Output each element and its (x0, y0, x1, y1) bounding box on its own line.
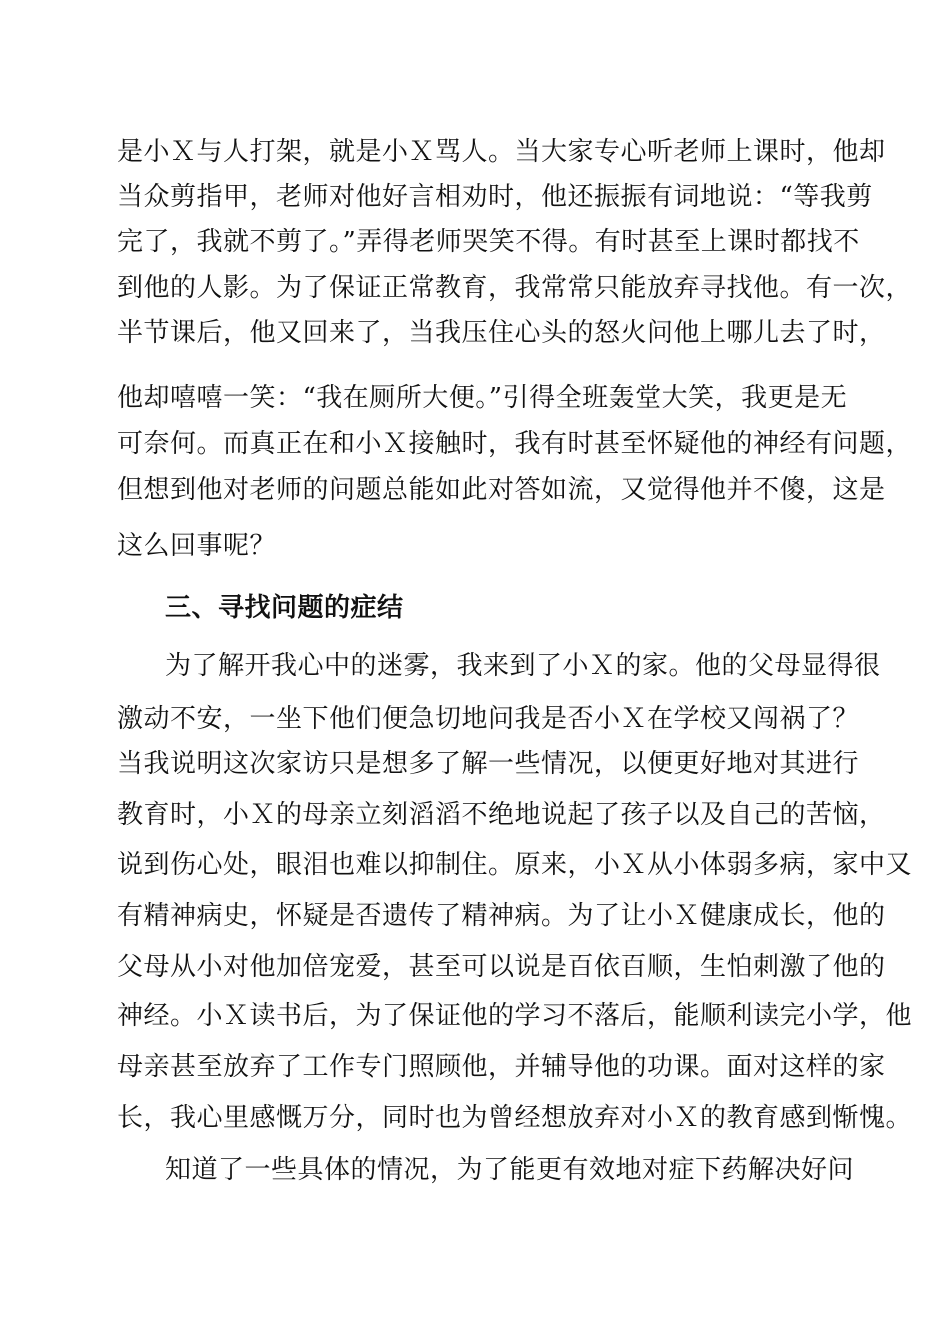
paragraph-line: 到他的人影。为了保证正常教育，我常常只能放弃寻找他。有一次， (117, 273, 913, 303)
paragraph-line: 这么回事呢？ (117, 531, 277, 561)
paragraph-line: 父母从小对他加倍宠爱，甚至可以说是百依百顺，生怕刺激了他的 (117, 952, 886, 982)
paragraph-line: 当众剪指甲，老师对他好言相劝时，他还振振有词地说：“等我剪 (117, 182, 873, 212)
paragraph-line: 母亲甚至放弃了工作专门照顾他，并辅导他的功课。面对这样的家 (117, 1052, 886, 1082)
paragraph-line: 激动不安，一坐下他们便急切地问我是否小Ｘ在学校又闯祸了？ (117, 704, 860, 734)
paragraph-line: 是小Ｘ与人打架，就是小Ｘ骂人。当大家专心听老师上课时，他却 (117, 137, 886, 167)
paragraph-line: 知道了一些具体的情况，为了能更有效地对症下药解决好问 (165, 1155, 855, 1185)
paragraph-line: 说到伤心处，眼泪也难以抑制住。原来，小Ｘ从小体弱多病，家中又 (117, 850, 913, 880)
paragraph-line: 教育时，小Ｘ的母亲立刻滔滔不绝地说起了孩子以及自己的苦恼， (117, 800, 886, 830)
paragraph-line: 半节课后，他又回来了，当我压住心头的怒火问他上哪儿去了时， (117, 318, 886, 348)
paragraph-line: 完了，我就不剪了。”弄得老师哭笑不得。有时甚至上课时都找不 (117, 227, 860, 257)
paragraph-line: 当我说明这次家访只是想多了解一些情况，以便更好地对其进行 (117, 749, 860, 779)
paragraph-line: 他却嘻嘻一笑：“我在厕所大便。”引得全班轰堂大笑，我更是无 (117, 383, 848, 413)
section-heading: 三、寻找问题的症结 (165, 593, 404, 623)
paragraph-line: 但想到他对老师的问题总能如此对答如流，又觉得他并不傻，这是 (117, 475, 886, 505)
paragraph-line: 长，我心里感慨万分，同时也为曾经想放弃对小Ｘ的教育感到惭愧。 (117, 1103, 913, 1133)
paragraph-line: 为了解开我心中的迷雾，我来到了小Ｘ的家。他的父母显得很 (165, 651, 881, 681)
paragraph-line: 神经。小Ｘ读书后，为了保证他的学习不落后，能顺利读完小学，他 (117, 1001, 913, 1031)
paragraph-line: 有精神病史，怀疑是否遗传了精神病。为了让小Ｘ健康成长，他的 (117, 901, 886, 931)
paragraph-line: 可奈何。而真正在和小Ｘ接触时，我有时甚至怀疑他的神经有问题， (117, 429, 913, 459)
